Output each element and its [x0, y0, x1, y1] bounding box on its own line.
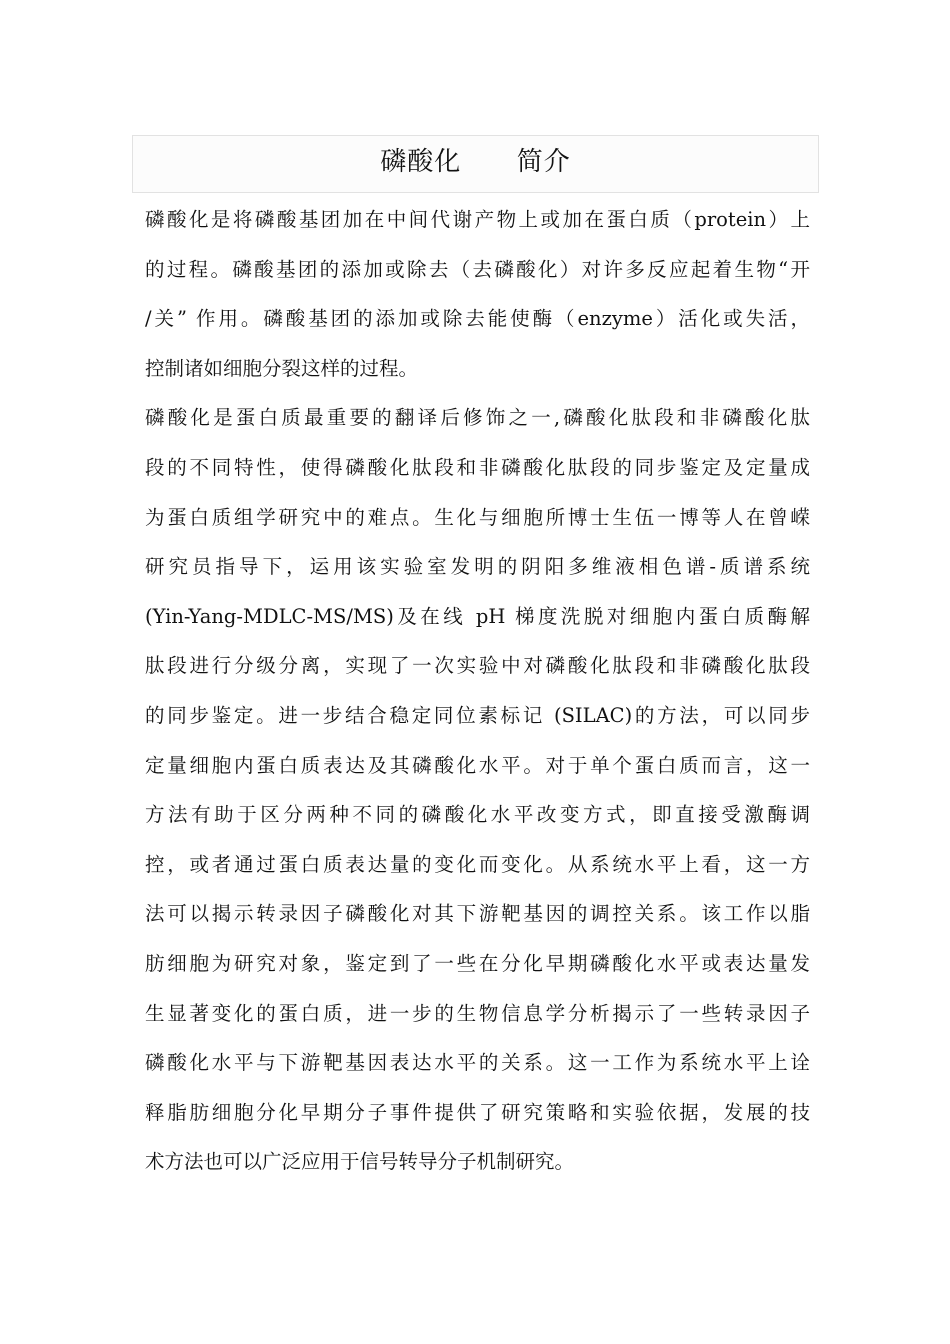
- text-line: 肪细胞为研究对象，鉴定到了一些在分化早期磷酸化水平或表达量发: [145, 951, 810, 975]
- text-line: 磷酸化是将磷酸基团加在中间代谢产物上或加在蛋白质（protein）上: [145, 208, 810, 231]
- text-line: 法可以揭示转录因子磷酸化对其下游靶基因的调控关系。该工作以脂: [145, 902, 810, 926]
- text-line: 控，或者通过蛋白质表达量的变化而变化。从系统水平上看，这一方: [145, 852, 810, 876]
- text-line: 为蛋白质组学研究中的难点。生化与细胞所博士生伍一博等人在曾嵘: [145, 505, 810, 529]
- text-line: 的过程。磷酸基团的添加或除去（去磷酸化）对许多反应起着生物“开: [145, 257, 810, 281]
- text-line: 磷酸化水平与下游靶基因表达水平的关系。这一工作为系统水平上诠: [145, 1051, 810, 1075]
- title-box: [132, 135, 819, 193]
- paragraph-research: [145, 398, 810, 1192]
- text-line: 生显著变化的蛋白质，进一步的生物信息学分析揭示了一些转录因子: [145, 1001, 810, 1025]
- text-line: 控制诸如细胞分裂这样的过程。: [145, 356, 419, 380]
- text-line: (Yin-Yang-MDLC-MS/MS)及在线 pH 梯度洗脱对细胞内蛋白质酶解: [145, 604, 810, 628]
- text-line: 方法有助于区分两种不同的磷酸化水平改变方式，即直接受激酶调: [145, 803, 810, 827]
- text-line: 磷酸化是蛋白质最重要的翻译后修饰之一,磷酸化肽段和非磷酸化肽: [145, 406, 810, 430]
- text-line: 肽段进行分级分离，实现了一次实验中对磷酸化肽段和非磷酸化肽段: [145, 654, 810, 678]
- text-line: 定量细胞内蛋白质表达及其磷酸化水平。对于单个蛋白质而言，这一: [145, 753, 810, 777]
- document-body: [145, 200, 810, 1192]
- text-line: 段的不同特性，使得磷酸化肽段和非磷酸化肽段的同步鉴定及定量成: [145, 455, 810, 479]
- text-line: /关” 作用。磷酸基团的添加或除去能使酶（enzyme）活化或失活，: [145, 307, 810, 331]
- text-line: 术方法也可以广泛应用于信号转导分子机制研究。: [145, 1150, 575, 1174]
- text-line: 的同步鉴定。进一步结合稳定同位素标记 (SILAC)的方法，可以同步: [145, 703, 810, 727]
- text-line: 释脂肪细胞分化早期分子事件提供了研究策略和实验依据，发展的技: [145, 1100, 810, 1124]
- text-line: 研究员指导下，运用该实验室发明的阴阳多维液相色谱-质谱系统: [145, 555, 810, 579]
- page-title: 磷酸化 简介: [380, 147, 571, 177]
- paragraph-intro: [145, 200, 810, 398]
